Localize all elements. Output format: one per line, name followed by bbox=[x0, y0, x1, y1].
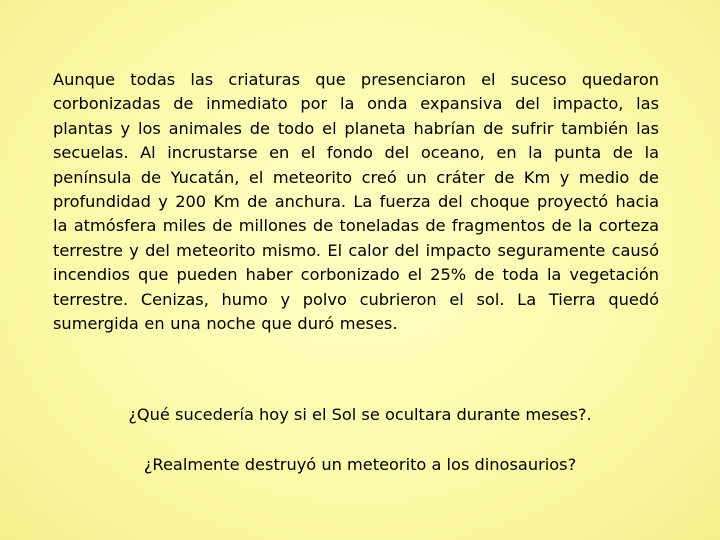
question-dinosaurs: ¿Realmente destruyó un meteorito a los dinosaurios? bbox=[143, 455, 577, 474]
body-paragraph: Aunque todas las criaturas que presenciaron el suceso quedaron corbonizadas de inmediato por la onda expansiva del impacto, las plantas y los animales de todo el planeta habrían de sufrir también las secuelas. Al incrustarse en el fondo del oceano, en la punta de la península de Yucatán, el meteorito creó un cráter de Km y medio de profundidad y 200 Km de anchura. La fuerza del choque proyectó hacia la atmósfera miles de millones de toneladas de fragmentos de la corteza terrestre y del meteorito mismo. El calor del impacto seguramente causó incendios que pueden haber corbonizado el 25% de toda la vegetación terrestre. Cenizas, humo y polvo cubrieron el sol. La Tierra quedó sumergida en una noche que duró meses. bbox=[53, 70, 659, 334]
question-sun-hidden: ¿Qué sucedería hoy si el Sol se ocultara durante meses?. bbox=[128, 405, 592, 424]
